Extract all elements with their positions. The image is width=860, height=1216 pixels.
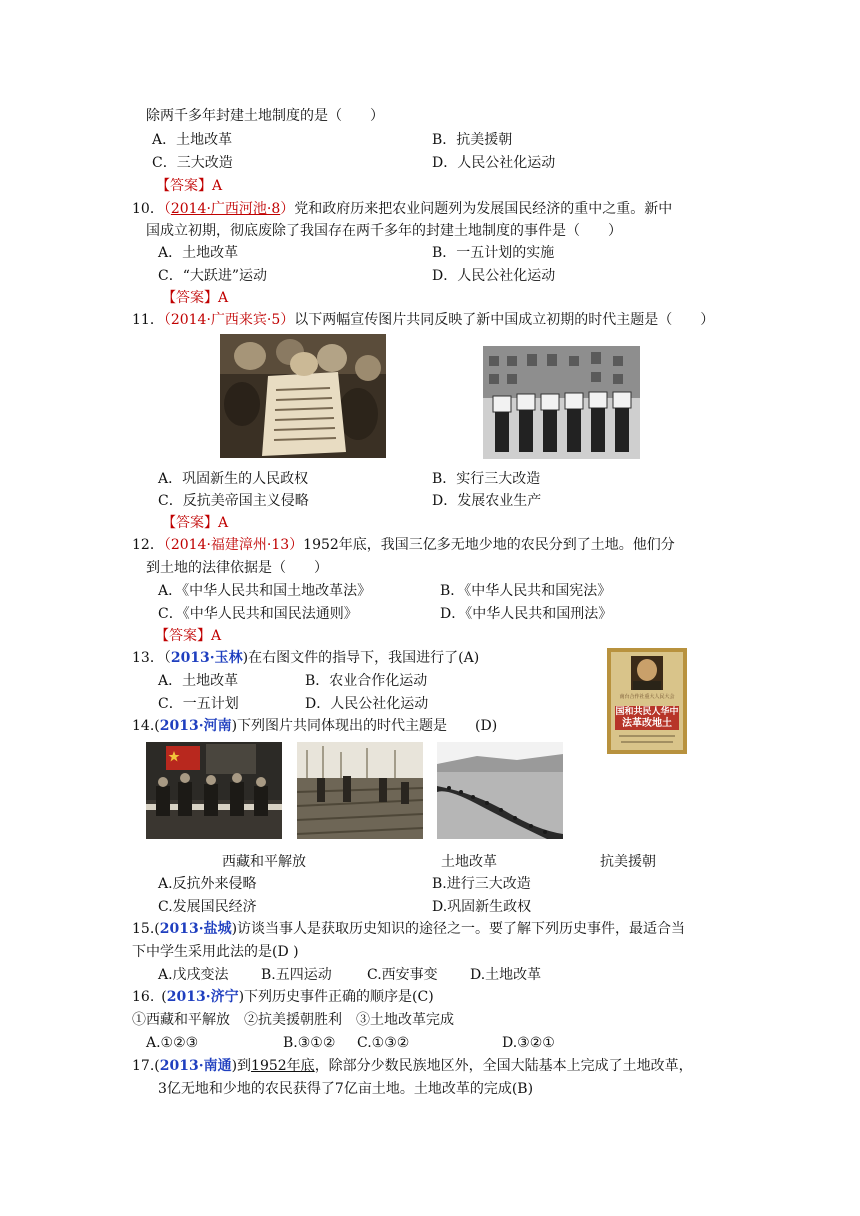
q13-option-c: C．一五计划 (158, 696, 239, 712)
q14-source-close: ) (231, 718, 238, 734)
q11-option-d: D．发展农业生产 (432, 493, 542, 509)
q12-option-c: C．《中华人民共和国民法通则》 (158, 606, 358, 622)
q14-option-b: B.进行三大改造 (432, 876, 531, 892)
q12-option-a: A．《中华人民共和国土地改革法》 (158, 583, 372, 599)
q16-stem: 下列历史事件正确的顺序是(C) (244, 989, 434, 1005)
q15-option-c: C.西安事变 (367, 967, 438, 983)
q17-year: 1952年底 (251, 1058, 315, 1074)
q10-option-b: B．一五计划的实施 (432, 245, 555, 261)
q17-stem-1-rest: ，除部分少数民族地区外，全国大陆基本上完成了土地改革， (314, 1058, 693, 1074)
q10-option-c: C．“大跃进”运动 (158, 268, 268, 284)
q16-option-d: D.③②① (502, 1035, 555, 1051)
q17-number: 17. (132, 1058, 155, 1074)
land-reform-field-photo (297, 742, 423, 839)
q11-source: （2014·广西来宾·5） (163, 312, 295, 328)
q16-source-open: ( (161, 989, 167, 1005)
q12-answer: 【答案】A (155, 628, 222, 644)
q10-source-place: ·广西河池·8 (206, 201, 281, 217)
crowd-reading-newspaper-photo (220, 334, 386, 458)
q12-stem-1: 1952年底，我国三亿多无地少地的农民分到了土地。他们分 (303, 537, 675, 553)
q14-line1 (132, 716, 497, 736)
q17-source-close: ) (231, 1058, 238, 1074)
q16-option-c: C.①③② (357, 1035, 410, 1051)
q15-source: 2013·盐城 (159, 921, 232, 937)
q9-option-a: A．土地改革 (152, 132, 233, 148)
q14-option-d: D.巩固新生政权 (432, 899, 532, 915)
q11-stem: 以下两幅宣传图片共同反映了新中国成立初期的时代主题是（ ） (294, 312, 715, 328)
tibet-peaceful-liberation-photo (146, 742, 282, 839)
q11-option-a: A．巩固新生的人民政权 (158, 471, 309, 487)
q13-number: 13． (132, 650, 164, 666)
q14-stem: 下列图片共同体现出的时代主题是 (D) (237, 718, 498, 734)
q16-number: 16. (132, 989, 155, 1005)
land-reform-law-booklet-image (607, 648, 687, 754)
q11-line1 (132, 310, 714, 330)
q16-source-close: ) (238, 989, 245, 1005)
parade-with-placards-photo (483, 346, 640, 459)
q13-stem: 在右图文件的指导下，我国进行了(A) (248, 650, 480, 666)
q10-stem-1: 党和政府历来把农业问题列为发展国民经济的重中之重。新中 (294, 201, 673, 217)
korean-war-troops-crossing-photo (437, 742, 563, 839)
q14-option-a: A.反抗外来侵略 (158, 876, 257, 892)
q10-stem-2: 国成立初期，彻底废除了我国存在两千多年的封建土地制度的事件是（ ） (146, 223, 622, 239)
q10-source-year: 2014 (170, 201, 207, 217)
q11-option-c: C．反抗美帝国主义侵略 (158, 493, 309, 509)
q17-line1 (132, 1056, 693, 1076)
q15-option-d: D.土地改革 (470, 967, 542, 983)
q13-option-a: A．土地改革 (158, 673, 239, 689)
booklet-title-1: 国和共民人华中 (615, 707, 679, 717)
q16-option-a: A.①②③ (146, 1035, 199, 1051)
caption-korean-war: 抗美援朝 (600, 854, 656, 870)
q13-source-close: ) (242, 650, 249, 666)
q17-pre: 到 (237, 1058, 252, 1074)
q15-line1 (132, 919, 685, 939)
q11-answer: 【答案】A (162, 515, 229, 531)
q12-option-d: D．《中华人民共和国刑法》 (440, 606, 613, 622)
q9-option-c: C．三大改造 (152, 155, 233, 171)
q17-source: 2013·南通 (159, 1058, 232, 1074)
q11-option-b: B．实行三大改造 (432, 471, 541, 487)
q9-answer: 【答案】A (156, 178, 223, 194)
q15-stem-2: 下中学生采用此法的是(D ) (132, 944, 299, 960)
q16-line1 (132, 987, 434, 1007)
q12-option-b: B．《中华人民共和国宪法》 (440, 583, 612, 599)
q17-source-open: ( (154, 1058, 160, 1074)
q10-option-a: A．土地改革 (158, 245, 239, 261)
booklet-top-line: 南台合作社重大人民大会 (619, 694, 675, 700)
q16-source: 2013·济宁 (166, 989, 239, 1005)
q10-source-close: ） (280, 201, 295, 217)
q12-source: （2014·福建漳州·13） (163, 537, 304, 553)
q10-number: 10． (132, 201, 164, 217)
caption-tibet: 西藏和平解放 (222, 854, 306, 870)
q9-option-d: D．人民公社化运动 (432, 155, 556, 171)
q9-option-b: B．抗美援朝 (432, 132, 513, 148)
q9-stem-end: 除两千多年封建土地制度的是（ ） (146, 108, 384, 124)
booklet-title-2: 法革改地土 (622, 718, 672, 729)
caption-land-reform: 土地改革 (441, 854, 497, 870)
q15-source-open: ( (154, 921, 160, 937)
q14-source: 2013·河南 (159, 718, 232, 734)
q16-option-b: B.③①② (283, 1035, 336, 1051)
q15-stem-1: 访谈当事人是获取历史知识的途径之一。要了解下列历史事件，最适合当 (237, 921, 686, 937)
q11-number: 11． (132, 312, 164, 328)
q14-option-c: C.发展国民经济 (158, 899, 257, 915)
q15-option-a: A.戊戌变法 (158, 967, 229, 983)
q14-number: 14. (132, 718, 155, 734)
q15-number: 15. (132, 921, 155, 937)
q13-line1 (132, 648, 479, 668)
q16-items: ①西藏和平解放 ②抗美援朝胜利 ③土地改革完成 (132, 1012, 454, 1028)
q17-stem-2: 3亿无地和少地的农民获得了7亿亩土地。土地改革的完成(B) (158, 1081, 534, 1097)
q13-source-open: （ (163, 650, 171, 666)
q14-source-open: ( (154, 718, 160, 734)
q10-option-d: D．人民公社化运动 (432, 268, 556, 284)
q13-option-b: B．农业合作化运动 (305, 673, 428, 689)
q10-source-open: （ (163, 201, 171, 217)
q15-source-close: ) (231, 921, 238, 937)
q10-source (164, 201, 294, 217)
q13-source: 2013·玉林 (170, 650, 243, 666)
q12-stem-2: 到土地的法律依据是（ ） (146, 560, 328, 576)
q12-line1 (132, 535, 675, 555)
q15-option-b: B.五四运动 (261, 967, 332, 983)
q10-answer: 【答案】A (162, 290, 229, 306)
q12-number: 12． (132, 537, 164, 553)
q10-line1 (132, 199, 672, 219)
q13-option-d: D．人民公社化运动 (305, 696, 429, 712)
